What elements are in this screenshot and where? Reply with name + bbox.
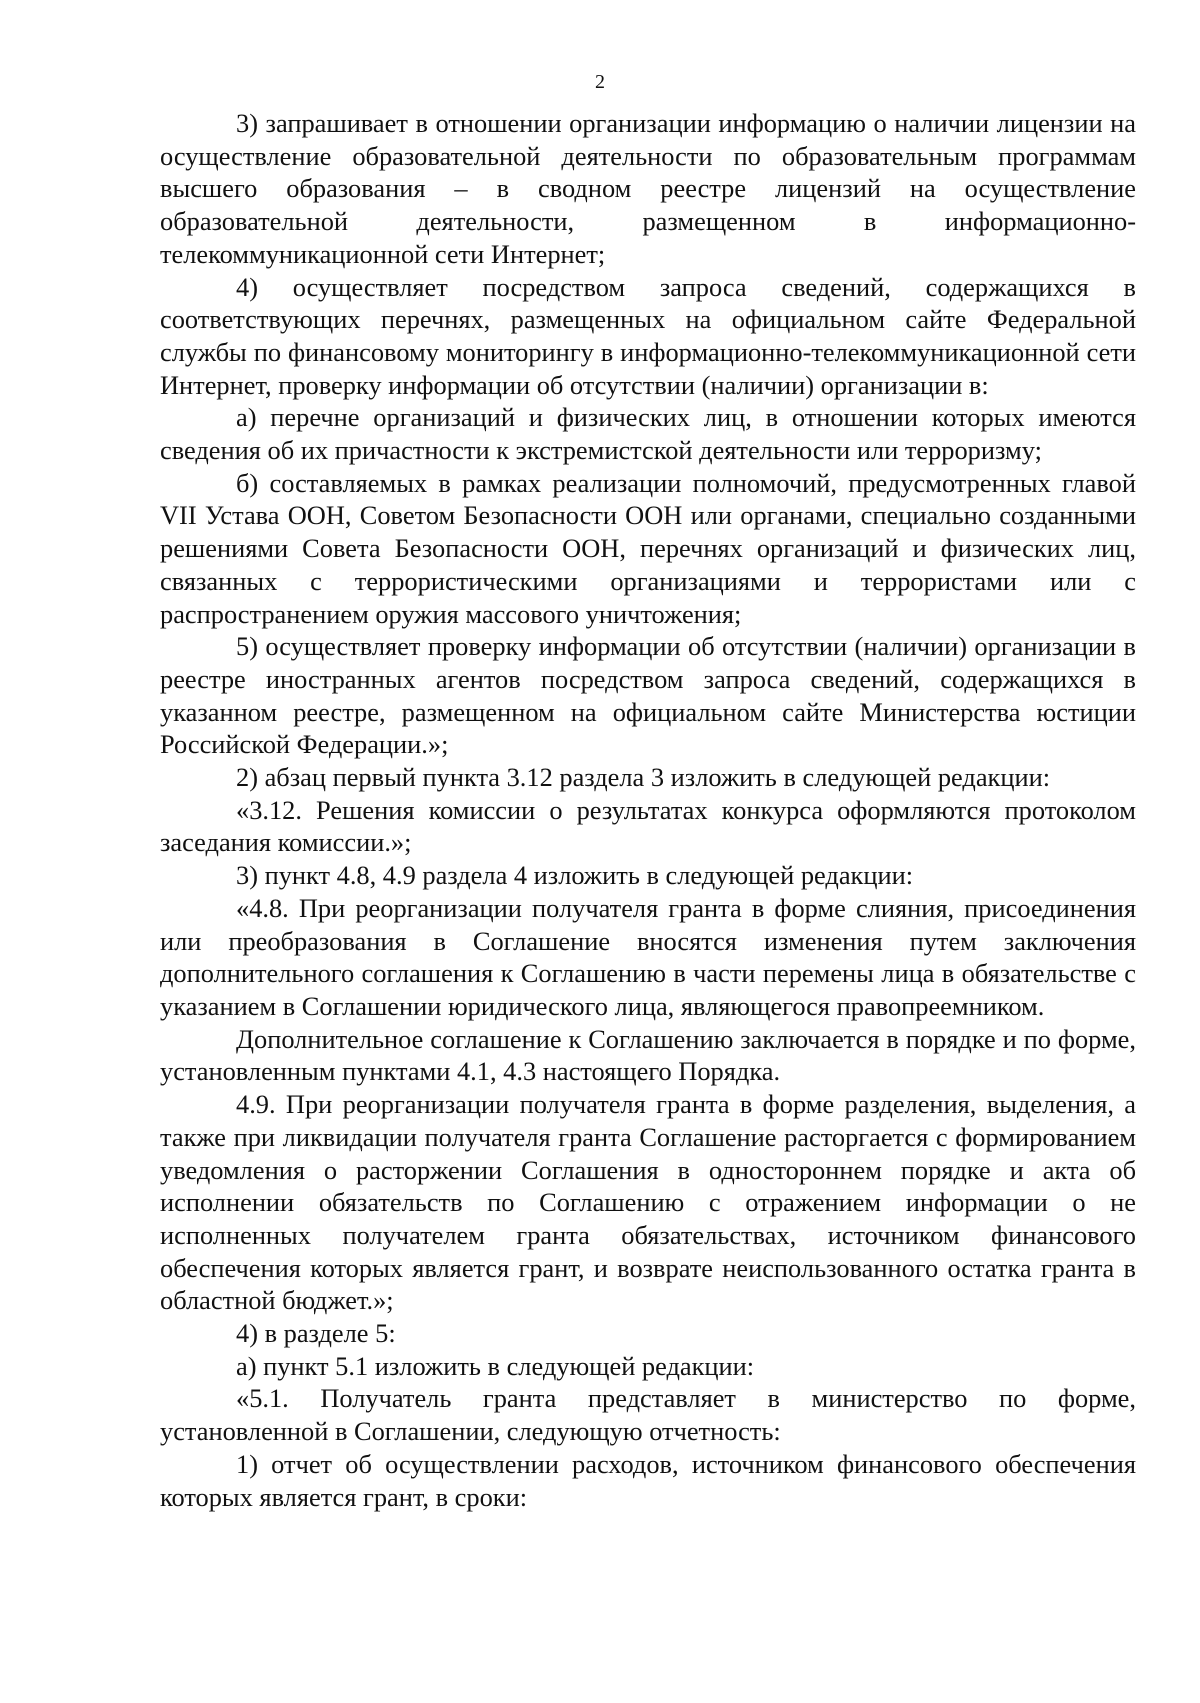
- paragraph-amendment-4: 4) в разделе 5:: [236, 1318, 396, 1349]
- paragraph-clause-4-8: «4.8. При реорганизации получателя гранта в форме слияния, присоединения или преобразования в Соглашение вносятся изменения путем заключения дополнительного соглашения к Соглашению в части перемены лица в обязательстве с указанием в Соглашении юридического лица, являющегося правопреемником.: [160, 892, 1136, 1021]
- paragraph-report-item-1: 1) отчет об осуществлении расходов, источником финансового обеспечения которых является грант, в сроки:: [160, 1448, 1136, 1512]
- page-number: 2: [595, 71, 605, 93]
- paragraph-subitem-a-clause-5-1: а) пункт 5.1 изложить в следующей редакции:: [236, 1350, 755, 1381]
- paragraph-additional-agreement: Дополнительное соглашение к Соглашению заключается в порядке и по форме, установленным пунктами 4.1, 4.3 настоящего Порядка.: [160, 1023, 1136, 1087]
- paragraph-clause-4-9: 4.9. При реорганизации получателя гранта в форме разделения, выделения, а также при ликвидации получателя гранта Соглашение расторгается с формированием уведомления о расторжении Соглашения в одностороннем порядке и акта об исполнении обязательств по Соглашению с отражением информации о не исполненных получателем гранта обязательствах, источником финансового обеспечения которых является грант, и возврате неиспользованного остатка гранта в областной бюджет.»;: [160, 1089, 1136, 1316]
- paragraph-amendment-3: 3) пункт 4.8, 4.9 раздела 4 изложить в следующей редакции:: [236, 860, 914, 891]
- paragraph-amendment-2: 2) абзац первый пункта 3.12 раздела 3 изложить в следующей редакции:: [236, 762, 1051, 793]
- paragraph-clause-3-12: «3.12. Решения комиссии о результатах конкурса оформляются протоколом заседания комиссии.»;: [160, 794, 1136, 858]
- paragraph-item-5-foreign-agents-check: 5) осуществляет проверку информации об отсутствии (наличии) организации в реестре иностранных агентов посредством запроса сведений, содержащихся в указанном реестре, размещенном на официальном сайте Министерства юстиции Российской Федерации.»;: [160, 631, 1136, 760]
- paragraph-subitem-a-extremism-list: а) перечне организаций и физических лиц, в отношении которых имеются сведения об их причастности к экстремистской деятельности или терроризму;: [160, 402, 1136, 466]
- paragraph-item-3-license-check: 3) запрашивает в отношении организации информацию о наличии лицензии на осуществление образовательной деятельности по образовательным программам высшего образования – в сводном реестре лицензий на осуществление образовательной деятельности, размещенном в информационно-телекоммуникационной сети Интернет;: [160, 108, 1136, 269]
- paragraph-clause-5-1: «5.1. Получатель гранта представляет в министерство по форме, установленной в Соглашении, следующую отчетность:: [160, 1383, 1136, 1447]
- paragraph-subitem-b-un-lists: б) составляемых в рамках реализации полномочий, предусмотренных главой VII Устава ООН, Советом Безопасности ООН или органами, специально созданными решениями Совета Безопасности ООН, перечнях организаций и физических лиц, связанных с террористическими организациями и террористами или с распространением оружия массового уничтожения;: [160, 467, 1136, 629]
- document-body: [160, 107, 1136, 1513]
- paragraph-item-4-rosfinmonitoring-check: 4) осуществляет посредством запроса сведений, содержащихся в соответствующих перечнях, размещенных на официальном сайте Федеральной службы по финансовому мониторингу в информационно-телекоммуникационной сети Интернет, проверку информации об отсутствии (наличии) организации в:: [160, 271, 1136, 400]
